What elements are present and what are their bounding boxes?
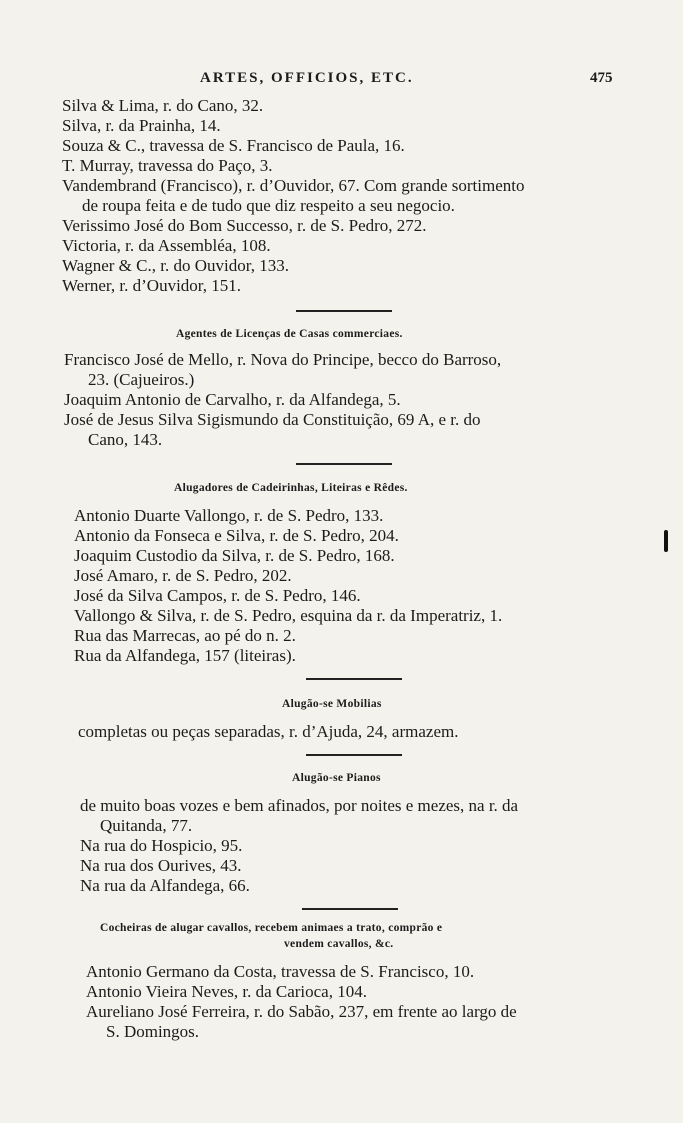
list-item: José de Jesus Silva Sigismundo da Constituição, 69 A, e r. do: [64, 410, 481, 429]
section-title-cocheiras-cont: vendem cavallos, &c.: [284, 938, 394, 950]
list-item: Antonio Vieira Neves, r. da Carioca, 104.: [86, 982, 367, 1001]
list-item-continuation: de roupa feita e de tudo que diz respeito a seu negocio.: [82, 196, 455, 215]
list-item: Silva & Lima, r. do Cano, 32.: [62, 96, 264, 115]
section-title-mobilias: Alugão-se Mobilias: [282, 698, 382, 710]
list-item: Antonio Germano da Costa, travessa de S. Francisco, 10.: [86, 962, 475, 981]
section-divider: [296, 463, 392, 465]
list-item: T. Murray, travessa do Paço, 3.: [62, 156, 273, 175]
list-item: Vandembrand (Francisco), r. d’Ouvidor, 67. Com grande sortimento: [62, 176, 525, 195]
list-item: Verissimo José do Bom Successo, r. de S. Pedro, 272.: [62, 216, 427, 235]
section-title-agentes: Agentes de Licenças de Casas commerciaes.: [176, 328, 403, 340]
section-title-alugadores: Alugadores de Cadeirinhas, Liteiras e Rêdes.: [174, 482, 408, 494]
list-item: José da Silva Campos, r. de S. Pedro, 146.: [74, 586, 361, 605]
list-item: Na rua da Alfandega, 66.: [80, 876, 250, 895]
list-item: completas ou peças separadas, r. d’Ajuda, 24, armazem.: [78, 722, 459, 741]
page-header: [0, 70, 683, 92]
list-item: Antonio Duarte Vallongo, r. de S. Pedro, 133.: [74, 506, 384, 525]
list-item: José Amaro, r. de S. Pedro, 202.: [74, 566, 292, 585]
list-item: Na rua do Hospicio, 95.: [80, 836, 243, 855]
list-item: Rua das Marrecas, ao pé do n. 2.: [74, 626, 296, 645]
list-item: Victoria, r. da Assembléa, 108.: [62, 236, 271, 255]
list-item: Vallongo & Silva, r. de S. Pedro, esquina da r. da Imperatriz, 1.: [74, 606, 503, 625]
list-item: Na rua dos Ourives, 43.: [80, 856, 242, 875]
list-item: Souza & C., travessa de S. Francisco de Paula, 16.: [62, 136, 405, 155]
list-item-continuation: S. Domingos.: [106, 1022, 200, 1041]
section-divider: [296, 310, 392, 312]
section-divider: [306, 678, 402, 680]
list-item: Aureliano José Ferreira, r. do Sabão, 237, em frente ao largo de: [86, 1002, 517, 1021]
list-item-continuation: Quitanda, 77.: [100, 816, 193, 835]
section-title-pianos: Alugão-se Pianos: [292, 772, 381, 784]
list-item: de muito boas vozes e bem afinados, por noites e mezes, na r. da: [80, 796, 519, 815]
list-item: Rua da Alfandega, 157 (liteiras).: [74, 646, 296, 665]
list-item: Wagner & C., r. do Ouvidor, 133.: [62, 256, 289, 275]
list-item: Antonio da Fonseca e Silva, r. de S. Pedro, 204.: [74, 526, 399, 545]
section-divider: [306, 754, 402, 756]
margin-ink-mark: [664, 530, 668, 552]
page-number: 475: [590, 70, 613, 86]
list-item: Francisco José de Mello, r. Nova do Principe, becco do Barroso,: [64, 350, 502, 369]
section-title-cocheiras: Cocheiras de alugar cavallos, recebem animaes a trato, comprão e: [100, 922, 443, 934]
section-divider: [302, 908, 398, 910]
list-item: Silva, r. da Prainha, 14.: [62, 116, 221, 135]
running-title: ARTES, OFFICIOS, ETC.: [200, 70, 414, 86]
list-item-continuation: Cano, 143.: [88, 430, 163, 449]
list-item: Joaquim Custodio da Silva, r. de S. Pedro, 168.: [74, 546, 395, 565]
list-item: Werner, r. d’Ouvidor, 151.: [62, 276, 242, 295]
list-item-continuation: 23. (Cajueiros.): [88, 370, 195, 389]
list-item: Joaquim Antonio de Carvalho, r. da Alfandega, 5.: [64, 390, 401, 409]
